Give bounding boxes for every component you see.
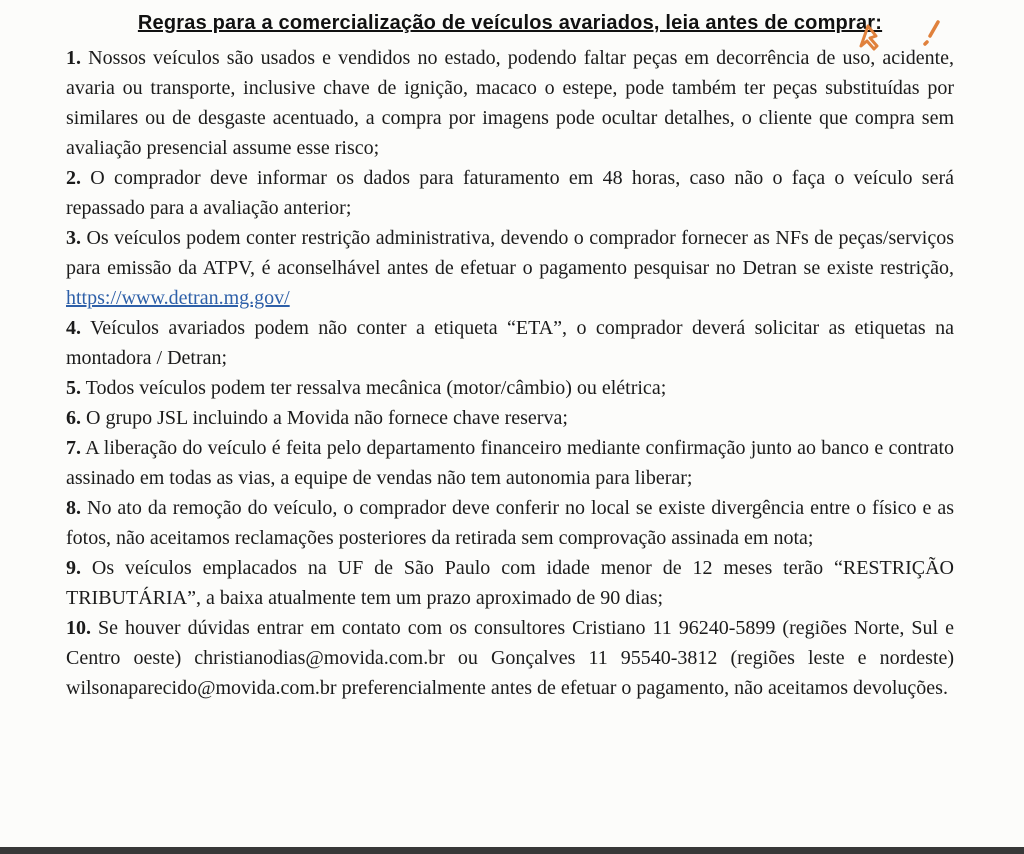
rule-text: O comprador deve informar os dados para faturamento em 48 horas, caso não o faça o veículo será repassado para a avaliação anterior; bbox=[66, 167, 954, 219]
rule-paragraph bbox=[66, 373, 954, 403]
page-title: Regras para a comercialização de veículos avariados, leia antes de comprar: bbox=[137, 12, 883, 34]
window-bottom-edge bbox=[0, 847, 1024, 854]
rule-paragraph bbox=[66, 403, 954, 433]
rule-number: 2. bbox=[66, 167, 81, 189]
rule-text: Os veículos emplacados na UF de São Paulo com idade menor de 12 meses terão “RESTRIÇÃO TRIBUTÁRIA”, a baixa atualmente tem um prazo aproximado de 90 dias; bbox=[66, 557, 955, 609]
rule-number: 6. bbox=[66, 407, 81, 429]
rule-paragraph bbox=[66, 493, 954, 553]
rule-number: 9. bbox=[66, 557, 81, 579]
rules-list bbox=[66, 43, 954, 703]
rule-text: O grupo JSL incluindo a Movida não fornece chave reserva; bbox=[86, 407, 568, 429]
rule-number: 4. bbox=[66, 317, 81, 339]
rule-text: Todos veículos podem ter ressalva mecânica (motor/câmbio) ou elétrica; bbox=[85, 377, 667, 399]
rule-paragraph bbox=[66, 43, 954, 163]
rule-paragraph bbox=[66, 163, 954, 223]
rule-number: 3. bbox=[66, 227, 81, 249]
rule-text: Nossos veículos são usados e vendidos no estado, podendo faltar peças em decorrência de uso, acidente, avaria ou transporte, inclusive chave de ignição, macaco o estepe, pode também ter peças substituídas por similares ou de desgaste acentuado, a compra por imagens pode ocultar detalhes, o cliente que compra sem avaliação presencial assume esse risco; bbox=[66, 47, 954, 159]
detran-link[interactable]: https://www.detran.mg.gov/ bbox=[66, 287, 290, 309]
rule-text: Se houver dúvidas entrar em contato com os consultores Cristiano 11 96240-5899 (regiões Norte, Sul e Centro oeste) christianodias@movida.com.br ou Gonçalves 11 95540-3812 (regiões leste e nordeste) wilsonaparecido@movida.com.br preferencialmente antes de efetuar o pagamento, não aceitamos devoluções. bbox=[66, 617, 954, 699]
rule-number: 10. bbox=[66, 617, 91, 639]
rule-text: A liberação do veículo é feita pelo departamento financeiro mediante confirmação junto ao banco e contrato assinado em todas as vias, a equipe de vendas não tem autonomia para liberar; bbox=[66, 437, 954, 489]
rule-text: No ato da remoção do veículo, o comprador deve conferir no local se existe divergência entre o físico e as fotos, não aceitamos reclamações posteriores da retirada sem comprovação assinada em nota; bbox=[66, 497, 955, 549]
rule-paragraph bbox=[66, 433, 954, 493]
rule-number: 7. bbox=[66, 437, 81, 459]
rule-text: Os veículos podem conter restrição administrativa, devendo o comprador fornecer as NFs de peças/serviços para emissão da ATPV, é aconselhável antes de efetuar o pagamento pesquisar no Detran se existe restrição, bbox=[66, 227, 955, 279]
rule-number: 8. bbox=[66, 497, 81, 519]
rule-number: 1. bbox=[66, 47, 81, 69]
rule-paragraph bbox=[66, 223, 954, 313]
rule-paragraph bbox=[66, 313, 954, 373]
rule-paragraph bbox=[66, 553, 954, 613]
rule-text: Veículos avariados podem não conter a etiqueta “ETA”, o comprador deverá solicitar as etiquetas na montadora / Detran; bbox=[66, 317, 955, 369]
document-content bbox=[66, 8, 954, 703]
rule-number: 5. bbox=[66, 377, 81, 399]
rule-paragraph bbox=[66, 613, 954, 703]
